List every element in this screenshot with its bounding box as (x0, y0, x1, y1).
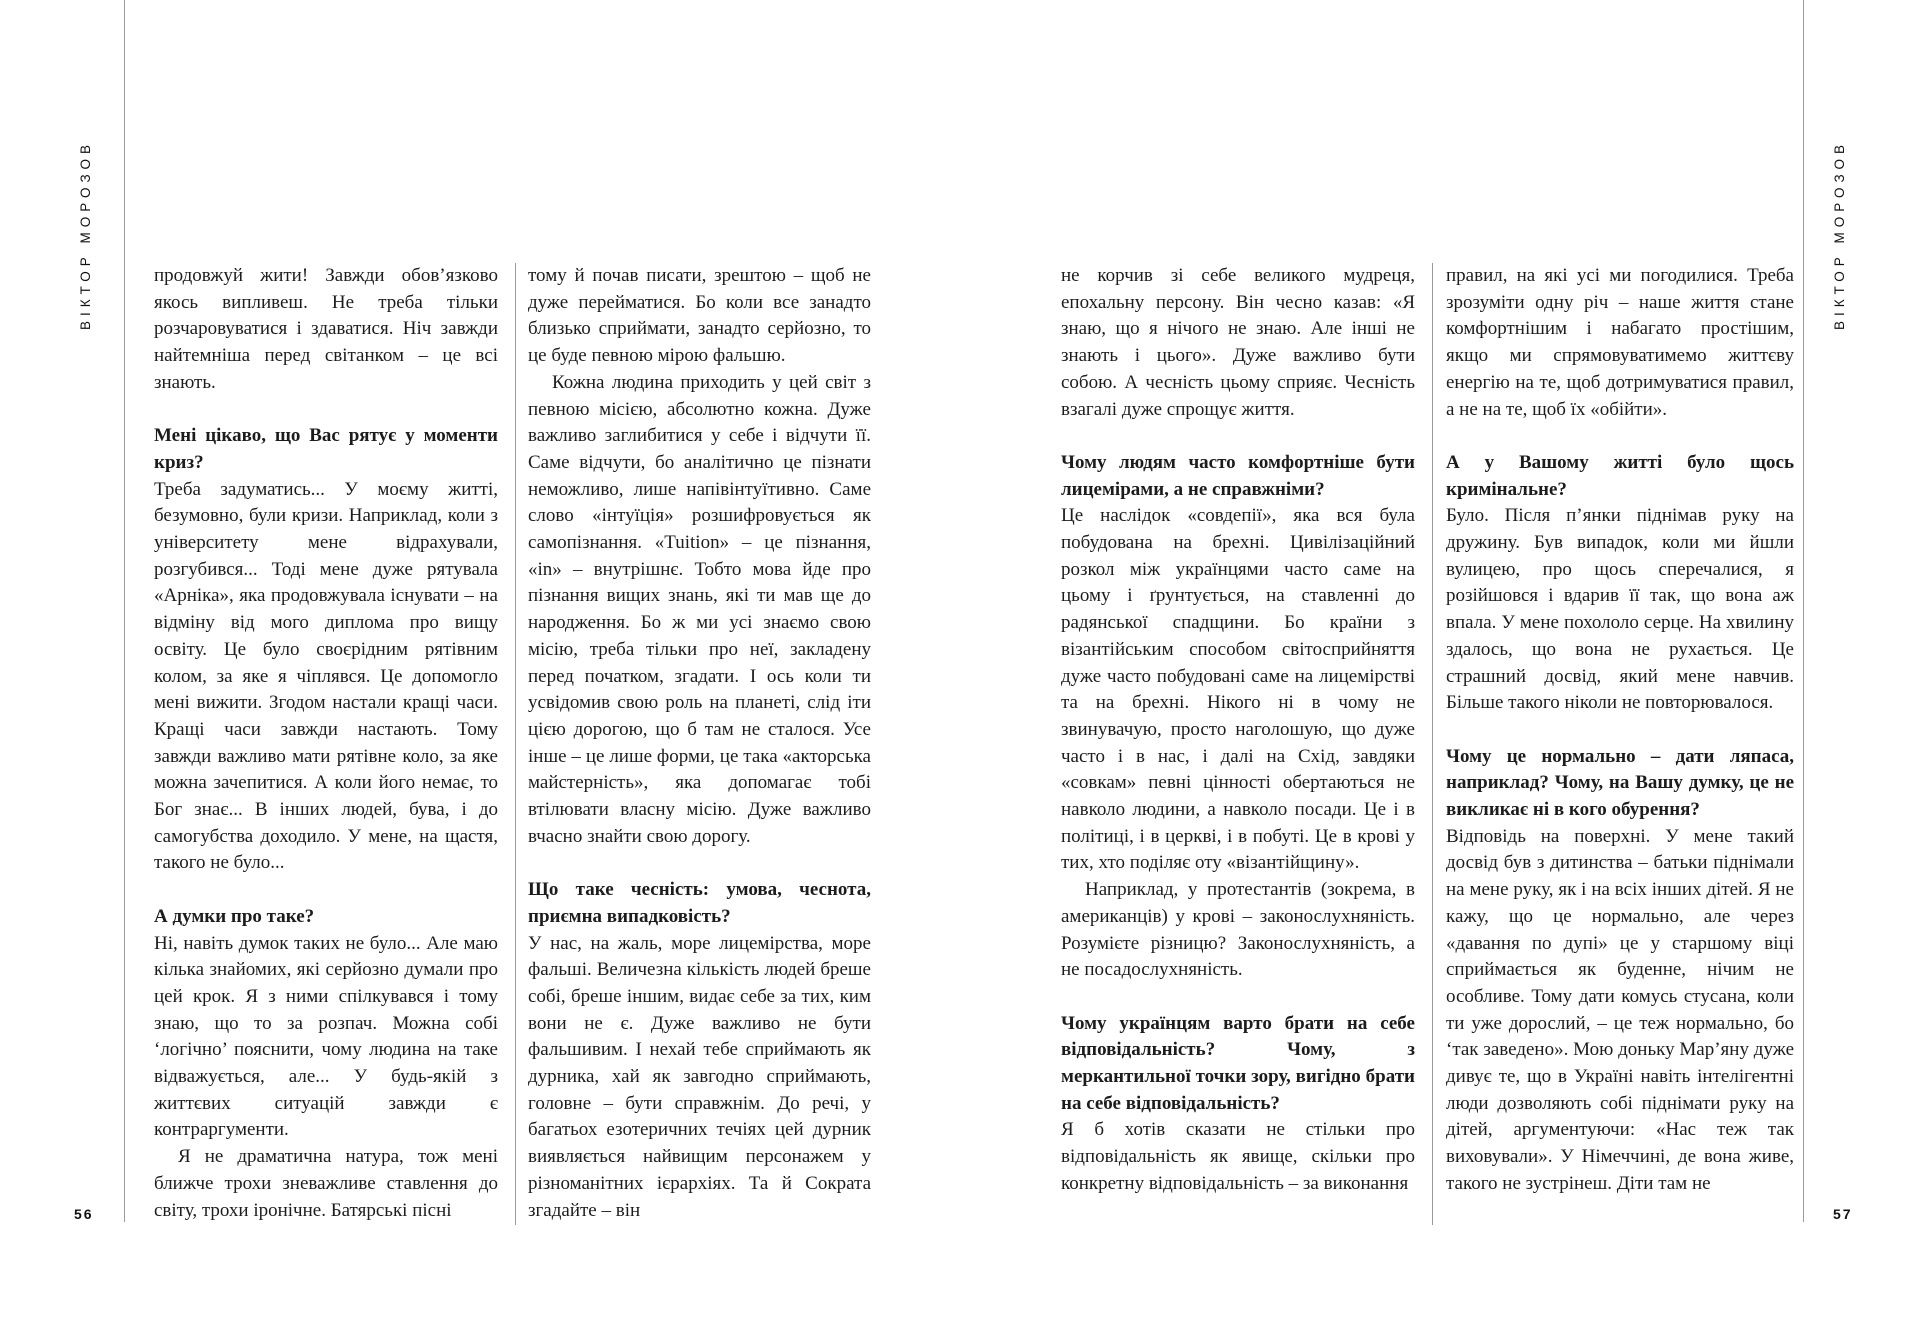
text-column-3 (1061, 263, 1415, 1198)
margin-rule (124, 0, 125, 1222)
text-column-4 (1433, 263, 1794, 1198)
question-heading: Чому це нормально – дати ляпаса, наприклад? Чому, на Вашу думку, це не викликає ні в кого обурення? (1446, 745, 1794, 821)
paragraph: правил, на які усі ми погодилися. Треба зрозуміти одну річ – наше життя стане комфортнішим і набагато простішим, якщо ми спрямовуватимемо життєву енергію на те, щоб дотримуватися правил, а не на те, щоб їх «обійти». (1446, 265, 1794, 420)
paragraph: Ні, навіть думок таких не було... Але маю кілька знайомих, які серйозно думали про цей крок. Я з ними спілкувався і тому знаю, що то за розпач. Можна собі ‘логічно’ пояснити, чому людина на таке відважується, але... У будь-якій з життєвих ситуацій завжди є контраргументи. (154, 932, 498, 1141)
page-number: 56 (74, 1206, 94, 1222)
question-heading: Що таке чесність: умова, чеснота, приємна випадковість? (528, 879, 871, 927)
paragraph: Я б хотів сказати не стільки про відповідальність як явище, скільки про конкретну відповідальність – за виконання (1061, 1119, 1415, 1194)
text-column-2 (528, 263, 871, 1224)
paragraph: Було. Після п’янки піднімав руку на дружину. Був випадок, коли ми йшли вулицею, про щось сперечалися, я розійшовся і вдарив її так, що вона аж впала. У мене похололо серце. На хвилину здалось, що вона не рухається. Це страшний досвід, який мене навчив. Більше такого ніколи не повторювалося. (1446, 505, 1794, 714)
paragraph: У нас, на жаль, море лицемірства, море фальші. Величезна кількість людей бреше собі, бреше іншим, видає себе за тих, ким вони не є. Дуже важливо не бути фальшивим. І нехай тебе сприймають як дурника, хай як завгодно сприймають, головне – бути справжнім. До речі, у багатьох езотеричних течіях цей дурник виявляється найвищим персонажем у різноманітних ієрархіях. Та й Сократа згадайте – він (528, 932, 871, 1221)
margin-rule (1803, 0, 1804, 1222)
running-header-author: ВІКТОР МОРОЗОВ (78, 140, 93, 330)
question-heading: Мені цікаво, що Вас рятує у моменти криз? (154, 425, 498, 473)
right-page (960, 0, 1920, 1325)
paragraph: не корчив зі себе великого мудреця, епохальну персону. Він чесно казав: «Я знаю, що я нічого не знаю. Але інші не знають і цього». Дуже важливо бути собою. А чесність цьому сприяє. Чесність взагалі дуже спрощує життя. (1061, 265, 1415, 420)
paragraph: тому й почав писати, зрештою – щоб не дуже перейматися. Бо коли все занадто близько сприймати, занадто серйозно, то це буде певною мірою фальшю. (528, 265, 871, 367)
question-heading: Чому українцям варто брати на себе відповідальність? Чому, з меркантильної точки зору, вигідно брати на себе відповідальність? (1061, 1012, 1415, 1114)
paragraph: продовжуй жити! Завжди обов’язково якось випливеш. Не треба тільки розчаровуватися і здаватися. Ніч завжди найтемніша перед світанком – це всі знають. (154, 265, 498, 393)
paragraph: Відповідь на поверхні. У мене такий досвід був з дитинства – батьки піднімали на мене руку, як і на всіх інших дітей. Я не кажу, що це нормально, але через «давання по дупі» це у старшому віці сприймається як буденне, нічим не особливе. Тому дати комусь стусана, коли ти уже дорослий, – це теж нормально, бо ‘так заведено». Мою доньку Мар’яну дуже дивує те, що в Україні навіть інтелігентні люди дозволяють собі піднімати руку на дітей, аргументуючи: «Нас теж так виховували». У Німеччині, де вона живе, такого не зустрінеш. Діти там не (1446, 825, 1794, 1194)
paragraph: Я не драматична натура, тож мені ближче трохи зневажливе ставлення до світу, трохи іронічне. Батярські пісні (154, 1146, 498, 1221)
question-heading: Чому людям часто комфортніше бути лицемірами, а не справжніми? (1061, 451, 1415, 500)
paragraph: Треба задуматись... У моєму житті, безумовно, були кризи. Наприклад, коли з університету мене відрахували, розгубився... Тоді мене дуже рятувала «Арніка», яка продовжувала існувати – на відміну від мого диплома про вищу освіту. Це було своєрідним рятівним колом, за яке я чіплявся. Це допомогло мені вижити. Згодом настали кращі часи. Кращі часи завжди настають. Тому завжди важливо мати рятівне коло, за яке можна зачепитися. А коли його немає, то Бог знає... В інших людей, бува, і до самогубства доходило. У мене, на щастя, такого не було... (154, 478, 498, 874)
running-header-author: ВІКТОР МОРОЗОВ (1832, 140, 1847, 330)
question-heading: А думки про таке? (154, 905, 315, 927)
column-divider (515, 263, 516, 1225)
paragraph: Наприклад, у протестантів (зокрема, в американців) у крові – законослухняність. Розумієте різницю? Законослухняність, а не посадослухняність. (1061, 879, 1415, 981)
question-heading: А у Вашому житті було щось кримінальне? (1446, 451, 1794, 500)
page-number: 57 (1833, 1206, 1853, 1222)
paragraph: Кожна людина приходить у цей світ з певною місією, абсолютно кожна. Дуже важливо заглибитися у себе і відчути її. Саме відчути, бо аналітично це пізнати неможливо, лише напівінтуїтивно. Саме слово «інтуїція» розшифровується як самопізнання. «Tuition» – це пізнання, «in» – внутрішнє. Тобто мова йде про пізнання вищих знань, які ти мав ще до народження. Бо ж ми усі знаємо свою місію, треба тільки про неї, закладену перед початком, згадати. І ось коли ти усвідомив свою роль на планеті, слід іти цією дорогою, що б там не сталося. Усе інше – це лише форми, це така «акторська майстерність», яка допомагає тобі втілювати власну місію. Дуже важливо вчасно знайти свою дорогу. (528, 371, 871, 847)
text-column-1 (154, 263, 498, 1224)
paragraph: Це наслідок «совдепії», яка вся була побудована на брехні. Цивілізаційний розкол між українцями часто саме на цьому і ґрунтується, на ставленні до радянської спадщини. Бо країни з візантійським способом світосприйняття дуже часто побудовані саме на лицемірстві та на брехні. Нікого ні в чому не звинувачую, просто наголошую, що дуже часто і в нас, і далі на Схід, завдяки «совкам» певні цінності обертаються не навколо людини, а навколо посади. Це і в політиці, і в церкві, і в побуті. Це в крові у тих, хто поділяє оту «візантійщину». (1061, 505, 1415, 874)
